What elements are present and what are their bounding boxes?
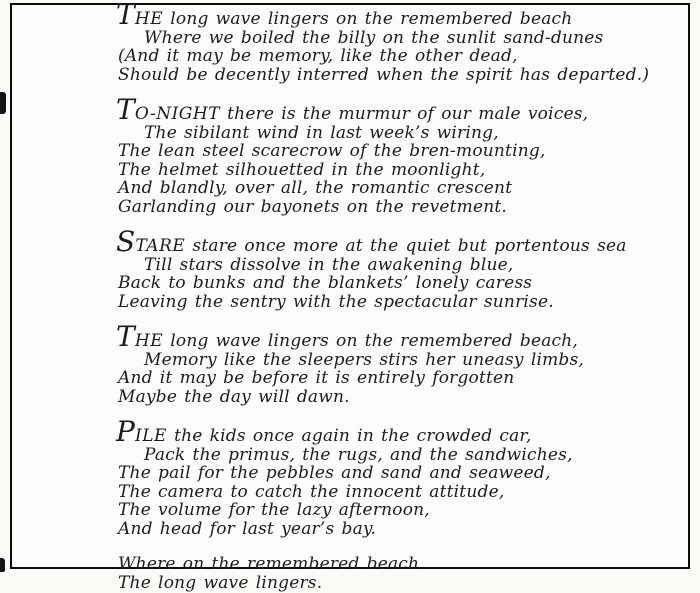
poem-line: Where on the remembered beach xyxy=(118,554,420,574)
poem-line: The long wave lingers. xyxy=(118,572,323,593)
poem-line: The camera to catch the innocent attitude, xyxy=(118,481,505,502)
poem-line: And blandly, over all, the romantic crescent xyxy=(118,178,513,198)
poem-line-text: stare once more at the quiet but portentous sea xyxy=(185,236,627,256)
stanza-initial: T xyxy=(116,0,135,31)
poem-line: Pack the primus, the rugs, and the sandwiches, xyxy=(144,444,573,465)
scan-artifact xyxy=(0,92,6,114)
stanza-first-word: HE xyxy=(134,331,164,351)
stanza xyxy=(116,0,676,85)
poem-line xyxy=(116,415,676,448)
stanza xyxy=(116,320,676,407)
stanza-initial: T xyxy=(116,320,135,353)
stanza-initial: P xyxy=(116,415,136,448)
poem-line: Where we boiled the billy on the sunlit sand-dunes xyxy=(144,27,604,48)
poem-line: Maybe the day will dawn. xyxy=(118,386,350,407)
stanza xyxy=(116,225,676,312)
poem-line: The lean steel scarecrow of the bren-mounting, xyxy=(118,141,546,161)
stanza xyxy=(116,415,676,539)
stanza-first-word: O-NIGHT xyxy=(134,104,221,124)
poem-line: The volume for the lazy afternoon, xyxy=(118,500,430,520)
poem-line: The pail for the pebbles and sand and seaweed, xyxy=(118,463,551,483)
poem-line: The sibilant wind in last week’s wiring, xyxy=(144,122,499,143)
poem-line-text: long wave lingers on the remembered beach, xyxy=(163,331,579,351)
poem-line: And head for last year’s bay. xyxy=(118,518,377,539)
poem-text xyxy=(116,0,676,593)
poem-line xyxy=(116,0,676,31)
poem-line-text: the kids once again in the crowded car, xyxy=(166,426,532,446)
stanza-initial: T xyxy=(116,93,135,126)
scan-artifact xyxy=(0,558,5,572)
stanza-first-word: HE xyxy=(134,9,164,29)
poem-line: Till stars dissolve in the awakening blue, xyxy=(144,254,514,275)
poem-line: Garlanding our bayonets on the revetment. xyxy=(118,196,508,217)
poem-line-text: long wave lingers on the remembered beach xyxy=(163,9,573,29)
stanza xyxy=(118,555,676,592)
poem-line xyxy=(116,320,676,353)
poem-line: Memory like the sleepers stirs her uneasy limbs, xyxy=(144,349,585,370)
stanza-initial: S xyxy=(116,225,136,258)
stanza-first-word: ILE xyxy=(135,426,167,446)
stanza-first-word: TARE xyxy=(135,236,186,256)
poem-line xyxy=(116,225,676,258)
poem-line: (And it may be memory, like the other dead, xyxy=(118,46,518,66)
poem-line: And it may be before it is entirely forgotten xyxy=(118,368,515,388)
poem-line-text: there is the murmur of our male voices, xyxy=(220,104,589,124)
stanza xyxy=(116,93,676,217)
poem-line: Leaving the sentry with the spectacular sunrise. xyxy=(118,291,554,312)
poem-line xyxy=(116,93,676,126)
poem-line: Back to bunks and the blankets’ lonely caress xyxy=(118,273,533,293)
poem-line: Should be decently interred when the spirit has departed.) xyxy=(118,64,650,85)
poem-line: The helmet silhouetted in the moonlight, xyxy=(118,159,486,180)
